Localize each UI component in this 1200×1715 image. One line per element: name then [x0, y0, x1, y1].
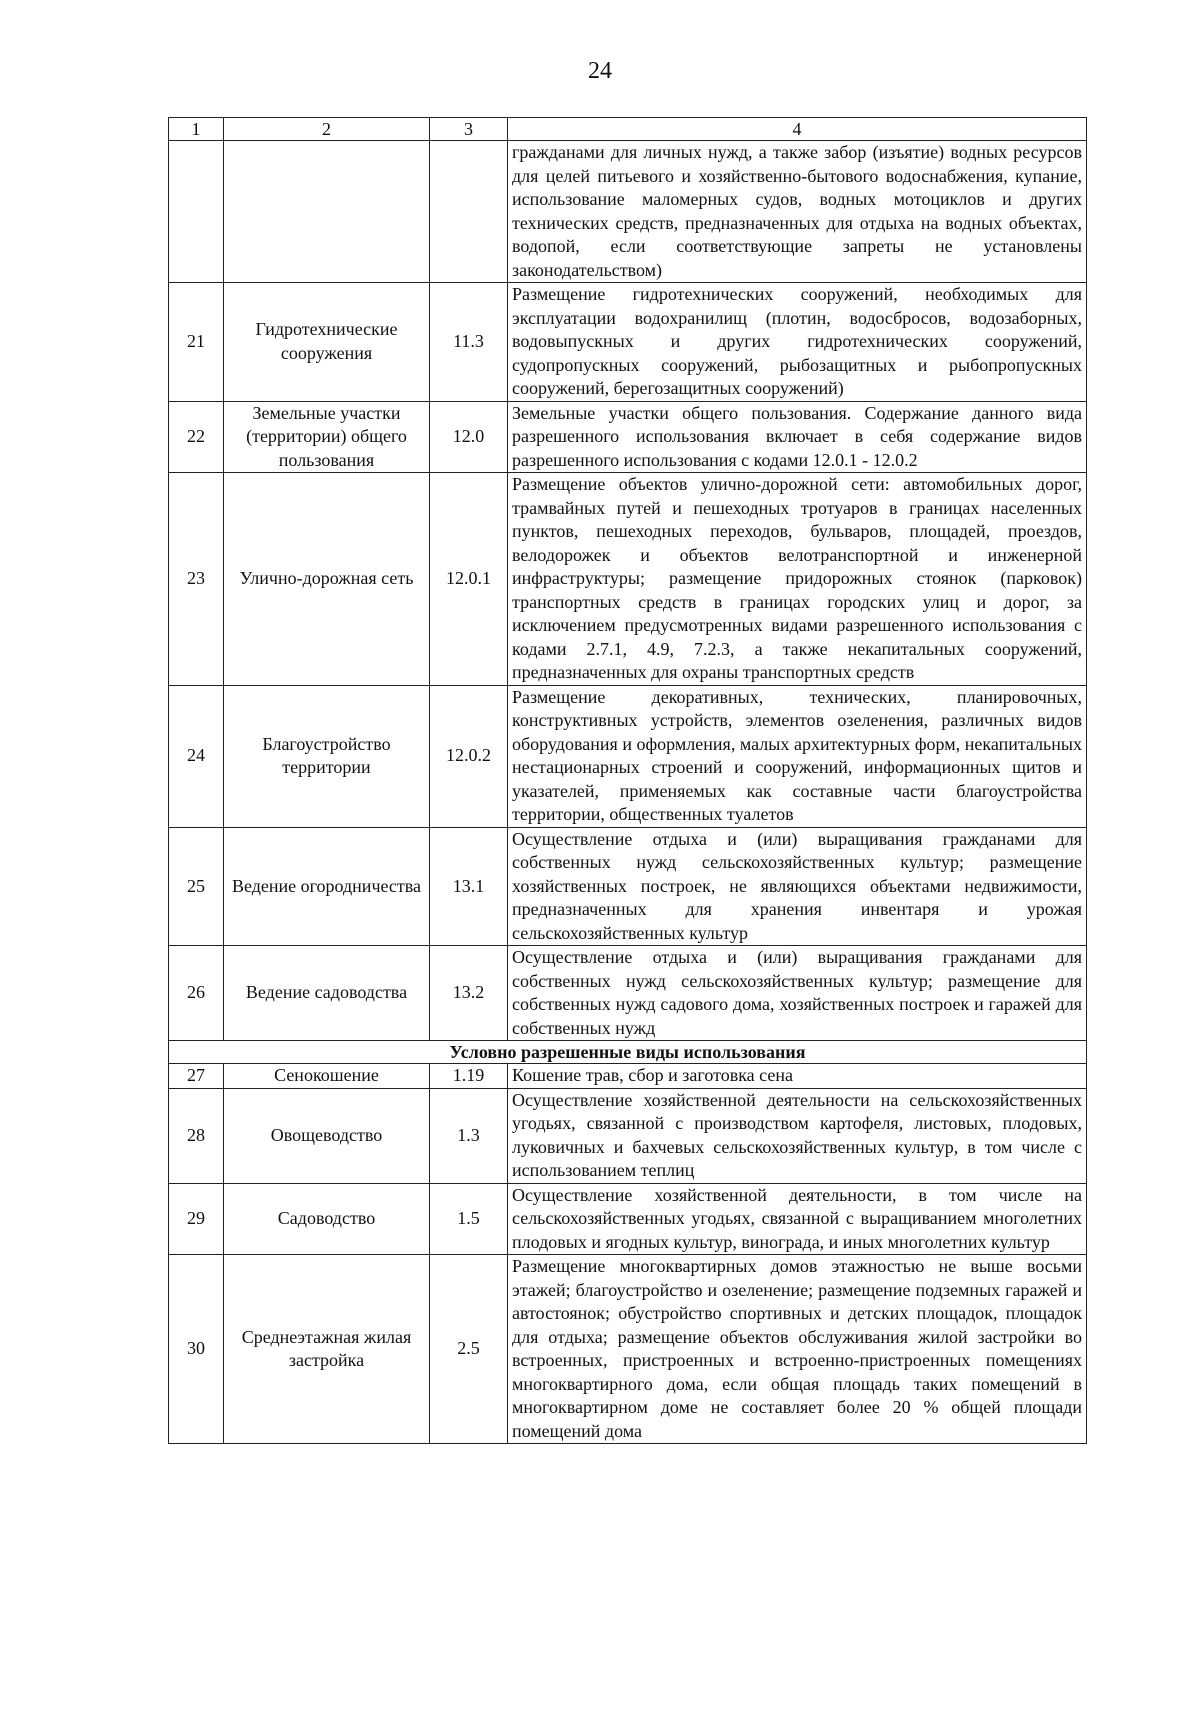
cell-code: 13.1 [430, 827, 508, 946]
cell-code: 12.0.2 [430, 685, 508, 827]
cell-desc: гражданами для личных нужд, а также забор (изъятие) водных ресурсов для целей питьевого и хозяйственно-бытового водоснабжения, купание, использование маломерных судов, водных мотоциклов и других технических средств, предназначенных для отдыха на водных объектах, водопой, если соответствующие запреты не установлены законодательством) [508, 141, 1087, 283]
section-row [169, 1041, 1087, 1064]
section-title: Условно разрешенные виды использования [169, 1041, 1087, 1064]
cell-desc: Осуществление хозяйственной деятельности на сельскохозяйственных угодьях, связанной с производством картофеля, листовых, плодовых, луковичных и бахчевых сельскохозяйственных культур, в том числе с использованием теплиц [508, 1088, 1087, 1183]
col-header-1: 1 [169, 118, 224, 141]
cell-desc: Кошение трав, сбор и заготовка сена [508, 1064, 1087, 1089]
page-number: 24 [588, 58, 612, 84]
cell-code: 11.3 [430, 283, 508, 402]
col-header-3: 3 [430, 118, 508, 141]
table-row [169, 946, 1087, 1041]
table-row [169, 1064, 1087, 1089]
cell-num: 27 [169, 1064, 224, 1089]
table-row [169, 685, 1087, 827]
cell-code [430, 141, 508, 283]
cell-name: Благоустройство территории [224, 685, 430, 827]
cell-desc: Осуществление отдыха и (или) выращивания гражданами для собственных нужд сельскохозяйственных культур; размещение хозяйственных построек, не являющихся объектами недвижимости, предназначенных для хранения инвентаря и урожая сельскохозяйственных культур [508, 827, 1087, 946]
table-row [169, 1255, 1087, 1444]
cell-name: Среднеэтажная жилая застройка [224, 1255, 430, 1444]
table-row [169, 401, 1087, 473]
header-row [169, 118, 1087, 141]
col-header-2: 2 [224, 118, 430, 141]
cell-desc: Размещение гидротехнических сооружений, необходимых для эксплуатации водохранилищ (плотин, водосбросов, водозаборных, водовыпускных и других гидротехнических сооружений, судопропускных сооружений, рыбозащитных и рыбопропускных сооружений, берегозащитных сооружений) [508, 283, 1087, 402]
cell-num: 21 [169, 283, 224, 402]
cell-num: 25 [169, 827, 224, 946]
table-row-continuation [169, 141, 1087, 283]
cell-desc: Размещение декоративных, технических, планировочных, конструктивных устройств, элементов озеленения, различных видов оборудования и оформления, малых архитектурных форм, некапитальных нестационарных строений и сооружений, информационных щитов и указателей, применяемых как составные части благоустройства территории, общественных туалетов [508, 685, 1087, 827]
cell-code: 1.3 [430, 1088, 508, 1183]
cell-name: Сенокошение [224, 1064, 430, 1089]
cell-code: 2.5 [430, 1255, 508, 1444]
section-row-group [169, 1041, 1087, 1064]
cell-desc: Размещение объектов улично-дорожной сети: автомобильных дорог, трамвайных путей и пешеходных тротуаров в границах населенных пунктов, пешеходных переходов, бульваров, площадей, проездов, велодорожек и объектов велотранспортной и инженерной инфраструктуры; размещение придорожных стоянок (парковок) транспортных средств в границах городских улиц и дорог, за исключением предусмотренных видами разрешенного использования с кодами 2.7.1, 4.9, 7.2.3, а также некапитальных сооружений, предназначенных для охраны транспортных средств [508, 473, 1087, 686]
cell-desc: Земельные участки общего пользования. Содержание данного вида разрешенного использования включает в себя содержание видов разрешенного использования с кодами 12.0.1 - 12.0.2 [508, 401, 1087, 473]
cell-num: 23 [169, 473, 224, 686]
col-header-4: 4 [508, 118, 1087, 141]
table-row [169, 473, 1087, 686]
cell-name: Ведение садоводства [224, 946, 430, 1041]
cell-num: 24 [169, 685, 224, 827]
cell-name: Гидротехнические сооружения [224, 283, 430, 402]
cell-code: 12.0.1 [430, 473, 508, 686]
cell-name [224, 141, 430, 283]
cell-name: Овощеводство [224, 1088, 430, 1183]
cell-name: Земельные участки (территории) общего пользования [224, 401, 430, 473]
cell-num: 26 [169, 946, 224, 1041]
table-row [169, 827, 1087, 946]
zoning-table [168, 117, 1087, 1444]
cell-name: Ведение огородничества [224, 827, 430, 946]
cell-name: Улично-дорожная сеть [224, 473, 430, 686]
cell-num: 22 [169, 401, 224, 473]
table-row [169, 1183, 1087, 1255]
table-body-conditional [169, 1064, 1087, 1444]
cell-desc: Размещение многоквартирных домов этажностью не выше восьми этажей; благоустройство и озеленение; размещение подземных гаражей и автостоянок; обустройство спортивных и детских площадок, площадок для отдыха; размещение объектов обслуживания жилой застройки во встроенных, пристроенных и встроенно-пристроенных помещениях многоквартирного дома, если общая площадь таких помещений в многоквартирном доме не составляет более 20 % общей площади помещений дома [508, 1255, 1087, 1444]
cell-num: 30 [169, 1255, 224, 1444]
cell-desc: Осуществление хозяйственной деятельности, в том числе на сельскохозяйственных угодьях, связанной с выращиванием многолетних плодовых и ягодных культур, винограда, и иных многолетних культур [508, 1183, 1087, 1255]
cell-desc: Осуществление отдыха и (или) выращивания гражданами для собственных нужд сельскохозяйственных культур; размещение для собственных нужд садового дома, хозяйственных построек и гаражей для собственных нужд [508, 946, 1087, 1041]
cell-name: Садоводство [224, 1183, 430, 1255]
cell-code: 1.5 [430, 1183, 508, 1255]
cell-num: 29 [169, 1183, 224, 1255]
table-row [169, 283, 1087, 402]
table-body-permitted [169, 141, 1087, 1041]
cell-code: 12.0 [430, 401, 508, 473]
cell-num: 28 [169, 1088, 224, 1183]
table-row [169, 1088, 1087, 1183]
cell-code: 1.19 [430, 1064, 508, 1089]
cell-code: 13.2 [430, 946, 508, 1041]
cell-num [169, 141, 224, 283]
